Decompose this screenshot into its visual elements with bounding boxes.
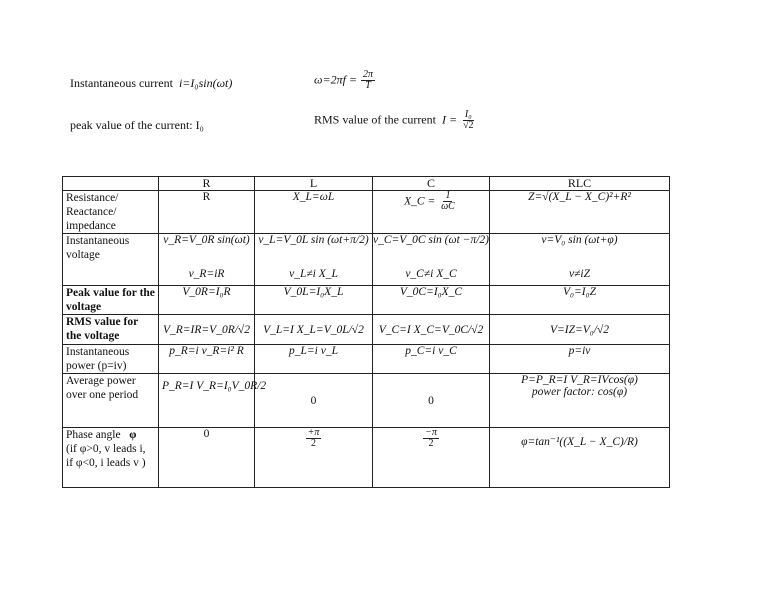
phase-c-fraction	[423, 428, 439, 450]
phase-symbol: φ	[129, 429, 137, 441]
rms-current-line	[314, 110, 477, 132]
cell-l: V_0L=I₀X_L	[255, 286, 373, 315]
cell-l-line1: v_L=V_0L sin (ωt+π/2)	[258, 234, 369, 246]
cell-rlc-line1: P=P_R=I V_R=IVcos(φ)	[521, 374, 638, 386]
row-label: RMS value for the voltage	[63, 315, 159, 345]
cell-c: V_0C=I₀X_C	[373, 286, 490, 315]
cell-c: p_C=i v_C	[373, 345, 490, 374]
cell-c: V_C=I X_C=V_0C/√2	[373, 315, 490, 345]
cell-rlc-line2: power factor: cos(φ)	[531, 386, 628, 398]
row-label: Average power over one period	[63, 374, 159, 428]
cell-rlc-line1: v=V₀ sin (ωt+φ)	[541, 234, 618, 246]
omega-numerator: 2π	[363, 69, 374, 80]
cell-rlc-line2: v≠iZ	[568, 268, 590, 280]
cell-rlc: p=iv	[490, 345, 670, 374]
header-c: C	[373, 177, 490, 191]
header-r: R	[159, 177, 255, 191]
cell-r: R	[159, 191, 255, 234]
header-row	[63, 177, 670, 191]
omega-lhs: ω=2πf =	[314, 72, 358, 87]
cell-l	[255, 234, 373, 286]
row-phase	[63, 428, 670, 488]
phase-c-numerator: −π	[425, 427, 437, 438]
cell-c	[373, 428, 490, 488]
row-peak-voltage	[63, 286, 670, 315]
cell-l: X_L=ωL	[255, 191, 373, 234]
row-rms-voltage	[63, 315, 670, 345]
omega-formula	[314, 70, 376, 92]
instantaneous-current-line	[70, 76, 232, 91]
header-l: L	[255, 177, 373, 191]
cell-rlc: V=IZ=V₀/√2	[490, 315, 670, 345]
omega-denominator: T	[365, 80, 371, 91]
row-label: Resistance/ Reactance/ impedance	[63, 191, 159, 234]
cell-rlc: φ=tan⁻¹((X_L − X_C)/R)	[490, 428, 670, 488]
cell-l: p_L=i v_L	[255, 345, 373, 374]
row-label: Instantaneous power (p=iv)	[63, 345, 159, 374]
cell-r: P_R=I V_R=I₀V_0R/2	[159, 374, 255, 428]
cell-c: 0	[373, 374, 490, 428]
cell-l: 0	[255, 374, 373, 428]
cell-rlc: V₀=I₀Z	[490, 286, 670, 315]
phase-label-line1	[66, 428, 155, 442]
row-inst-power	[63, 345, 670, 374]
rms-current-label: RMS value of the current	[314, 112, 436, 127]
rms-denominator: √2	[463, 120, 474, 131]
cell-c	[373, 191, 490, 234]
cell-r: V_0R=I₀R	[159, 286, 255, 315]
cell-r: 0	[159, 428, 255, 488]
phase-label-line3: if φ<0, i leads v )	[66, 457, 146, 469]
row-label: Peak value for the voltage	[63, 286, 159, 315]
header-rlc: RLC	[490, 177, 670, 191]
cell-l: V_L=I X_L=V_0L/√2	[255, 315, 373, 345]
cell-r	[159, 234, 255, 286]
ac-circuit-table	[62, 176, 670, 488]
rms-lhs: I =	[441, 112, 458, 127]
phase-l-numerator: +π	[307, 427, 320, 438]
phase-label-line2: (if φ>0, v leads i,	[66, 443, 146, 455]
omega-fraction	[361, 70, 375, 92]
cell-c-line1: v_C=V_0C sin (ωt −π/2)	[373, 234, 489, 246]
cell-l	[255, 428, 373, 488]
row-resistance	[63, 191, 670, 234]
cell-r: p_R=i v_R=i² R	[159, 345, 255, 374]
cell-rlc	[490, 374, 670, 428]
cell-c	[373, 234, 490, 286]
row-label: Instantaneous voltage	[63, 234, 159, 286]
phase-c-denominator: 2	[428, 438, 434, 449]
cell-r-line1: v_R=V_0R sin(ωt)	[163, 234, 250, 246]
row-avg-power	[63, 374, 670, 428]
xc-lhs: X_C =	[404, 195, 436, 208]
peak-current-line: peak value of the current: I₀	[70, 118, 204, 132]
rms-numerator: I₀	[464, 109, 472, 120]
cell-r: V_R=IR=V_0R/√2	[159, 315, 255, 345]
xc-fraction	[439, 191, 457, 213]
row-inst-voltage	[63, 234, 670, 286]
cell-rlc	[490, 234, 670, 286]
cell-rlc: Z=√(X_L − X_C)²+R²	[490, 191, 670, 234]
instantaneous-current-formula: i=I₀sin(ωt)	[178, 76, 233, 90]
xc-numerator: 1	[445, 190, 451, 201]
instantaneous-current-label: Instantaneous current	[70, 76, 173, 90]
cell-c-line2: v_C≠i X_C	[405, 268, 457, 280]
cell-l-line2: v_L≠i X_L	[289, 268, 338, 280]
header-blank	[63, 177, 159, 191]
rms-fraction	[461, 110, 476, 132]
phase-l-fraction	[306, 428, 322, 450]
row-label	[63, 428, 159, 488]
phase-l-denominator: 2	[310, 438, 316, 449]
cell-r-line2: v_R=iR	[188, 268, 225, 280]
phase-label-main: Phase angle	[66, 429, 121, 441]
xc-denominator: ωC	[441, 201, 455, 212]
